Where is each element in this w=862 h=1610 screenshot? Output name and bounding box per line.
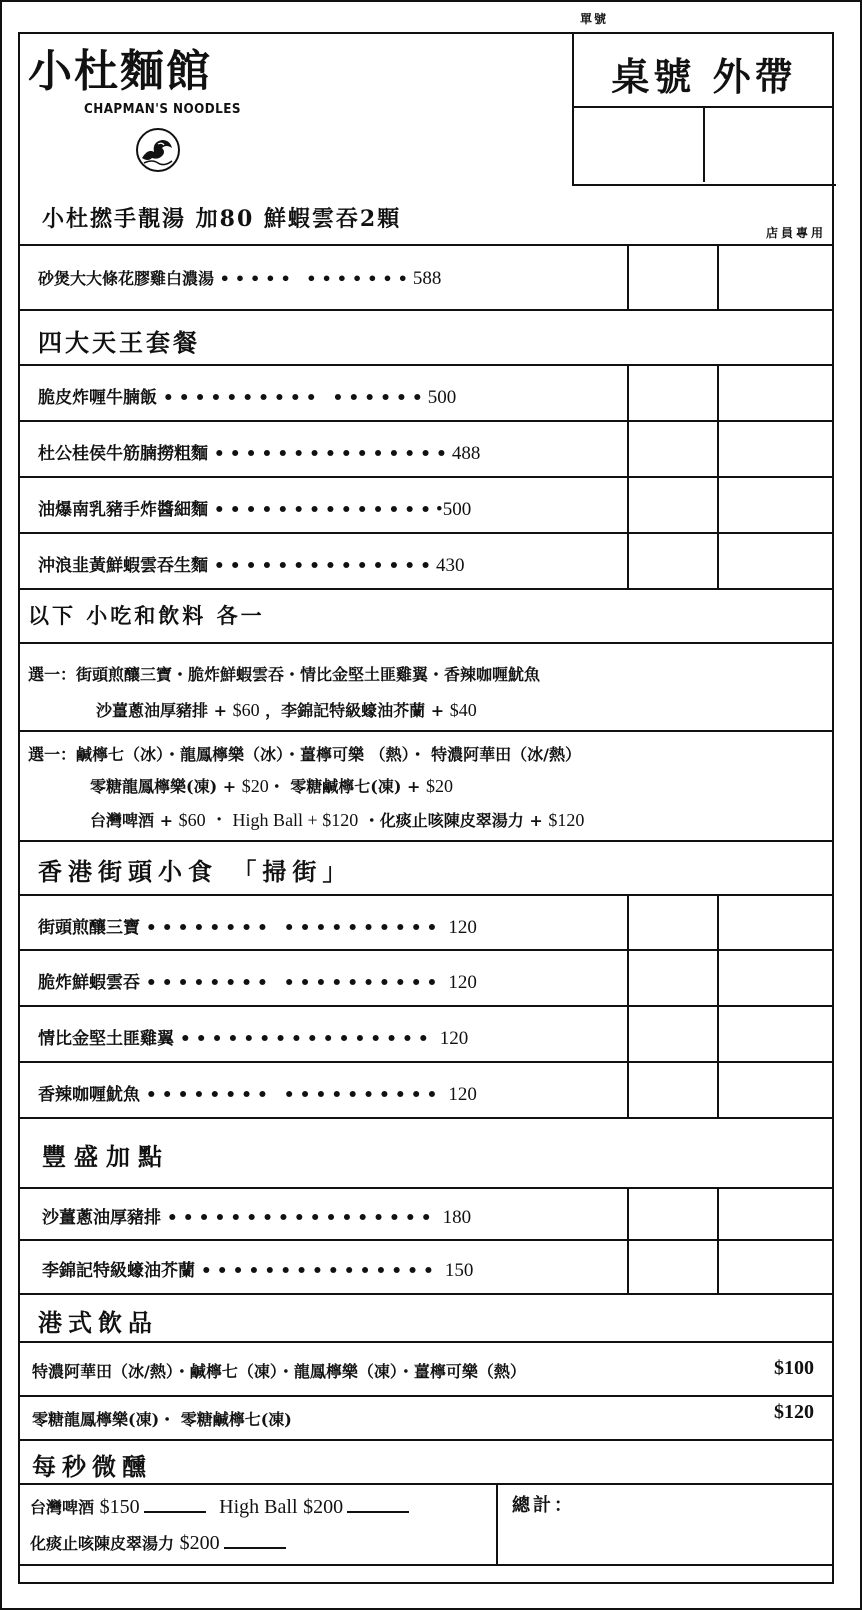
wave-logo-icon <box>136 128 180 172</box>
drink-row-price: $120 <box>774 1401 814 1423</box>
qty-field[interactable] <box>627 1063 721 1117</box>
alcohol-order-block <box>20 1483 832 1564</box>
drink-row <box>20 1395 832 1439</box>
addon-pork-chop-text: 沙薑蔥油厚豬排 + <box>96 701 233 720</box>
drink-choice-line-2 <box>90 774 453 797</box>
menu-item-row <box>20 1187 832 1239</box>
leader-dots: ••••••••••••••• <box>200 1261 439 1281</box>
addon-price: $60 <box>232 700 260 720</box>
menu-item-row <box>20 364 832 420</box>
item-price: •500 <box>436 499 472 520</box>
qty-field[interactable] <box>627 896 721 949</box>
upgrade-price: $20 <box>425 776 453 796</box>
qty-field[interactable] <box>627 422 721 476</box>
upgrade-price: $20 <box>241 776 269 796</box>
upgrade-text: 台灣啤酒 + <box>90 811 179 830</box>
upgrade-text: ・ 零糖鹹檸七(凍) + <box>268 777 426 796</box>
order-form <box>18 32 834 1584</box>
item-name: 李錦記特級蠔油芥蘭 <box>42 1261 195 1281</box>
item-name: 杜公桂侯牛筋腩撈粗麵 <box>38 444 208 464</box>
item-name: 砂煲大大條花膠雞白濃湯 <box>38 269 215 288</box>
staff-field[interactable] <box>717 422 834 476</box>
leader-dots: •••••••• •••••••••• <box>145 1085 443 1105</box>
item-price: 500 <box>427 387 457 408</box>
snack-drink-note: 以下 小吃和飲料 各一 <box>28 603 265 628</box>
section-header <box>20 309 832 364</box>
qty-field[interactable] <box>627 1241 721 1293</box>
staff-field[interactable] <box>717 1007 834 1061</box>
leader-dots: ••••• ••••••• <box>219 269 413 288</box>
item-name: 沙薑蔥油厚豬排 <box>42 1208 161 1228</box>
qty-field[interactable] <box>627 951 721 1005</box>
drink-row-name: 零糖龍鳳檸樂(凍)・ 零糖鹹檸七(凍) <box>32 1410 292 1429</box>
brand-title: 小杜麵館 <box>28 46 212 97</box>
table-number-field[interactable] <box>574 108 705 182</box>
qty-field[interactable] <box>627 1189 721 1239</box>
tonic-label: 化痰止咳陳皮翠湯力 <box>30 1534 175 1553</box>
menu-item-row <box>20 1061 832 1117</box>
total-label: 總計： <box>512 1495 575 1516</box>
leader-dots: ••••••••••••••••• <box>166 1208 437 1228</box>
order-number-label: 單號 <box>580 12 609 26</box>
total-field[interactable] <box>498 1485 832 1564</box>
item-name: 香辣咖喱魷魚 <box>38 1085 140 1105</box>
drink-row-name: 特濃阿華田（冰/熱）・鹹檸七（凍）・龍鳳檸樂（凍）・薑檸可樂（熱） <box>32 1362 526 1381</box>
section-header <box>20 588 832 642</box>
item-name: 油爆南乳豬手炸醬細麵 <box>38 500 208 520</box>
leader-dots: •••••••••••••• <box>213 500 437 520</box>
item-price: 120 <box>448 972 477 993</box>
leader-dots: •••••••••••••••• <box>179 1029 434 1049</box>
staff-field[interactable] <box>717 1189 834 1239</box>
item-price: 588 <box>412 268 442 289</box>
drink-row <box>20 1341 832 1395</box>
staff-only-label: 店員專用 <box>765 226 826 240</box>
upgrade-price: $120 <box>548 810 585 830</box>
section-header <box>20 1293 832 1341</box>
section-header <box>20 1439 832 1483</box>
beer-price: $150 <box>99 1496 140 1518</box>
menu-item-row <box>20 1005 832 1061</box>
item-name: 脆皮炸喱牛腩飯 <box>38 388 157 408</box>
item-price: 180 <box>442 1207 472 1228</box>
table-takeout-box <box>572 32 836 186</box>
qty-field[interactable] <box>627 246 721 309</box>
menu-item-row <box>20 894 832 949</box>
item-name: 沖浪韭黃鮮蝦雲吞生麵 <box>38 556 208 576</box>
item-price: 120 <box>439 1028 469 1049</box>
section-title-add-on: 豐盛加點 <box>42 1142 170 1171</box>
drink-choice-line-3 <box>90 806 584 832</box>
item-name: 情比金堅土匪雞翼 <box>38 1029 174 1049</box>
table-takeout-labels: 桌號 外帶 <box>611 54 797 99</box>
qty-field[interactable] <box>627 478 721 532</box>
drink-choice-line-1: 選一：鹹檸七（冰）・龍鳳檸樂（冰）・薑檸可樂 （熱）・ 特濃阿華田（冰/熱） <box>28 745 581 764</box>
item-price: 488 <box>451 443 481 464</box>
section-title-combo: 四大天王套餐 <box>38 328 200 357</box>
addon-gai-lan-text: ，李錦記特級蠔油芥蘭 + <box>259 701 450 720</box>
alcohol-items <box>20 1485 498 1564</box>
menu-item-row <box>20 476 832 532</box>
leader-dots: •••••••• •••••••••• <box>145 973 443 993</box>
tonic-qty-field[interactable] <box>224 1545 286 1549</box>
section-title-alcohol: 每秒微醺 <box>32 1452 152 1481</box>
item-price: 120 <box>448 1084 477 1105</box>
beer-label: 台灣啤酒 <box>30 1498 95 1517</box>
staff-field[interactable] <box>717 478 834 532</box>
brand-subtitle: CHAPMAN'S NOODLES <box>84 102 241 117</box>
section-title-street-food: 香港街頭小食 「掃街」 <box>38 857 353 886</box>
addon-price: $40 <box>449 700 477 720</box>
highball-label: High Ball <box>219 1496 298 1518</box>
item-price: 430 <box>436 555 465 576</box>
takeout-field[interactable] <box>705 108 834 182</box>
drink-choice-block <box>20 730 832 840</box>
menu-item-row <box>20 532 832 588</box>
upgrade-text: ・ High Ball + <box>205 810 323 830</box>
staff-field[interactable] <box>717 1241 834 1293</box>
leader-dots: •••••••••• •••••• <box>162 388 428 408</box>
staff-field[interactable] <box>717 534 834 588</box>
beer-qty-field[interactable] <box>144 1509 206 1513</box>
section-header <box>20 1117 832 1187</box>
upgrade-price: $120 <box>322 810 359 830</box>
staff-field[interactable] <box>717 246 834 309</box>
staff-field[interactable] <box>717 1063 834 1117</box>
item-price: 150 <box>444 1260 474 1281</box>
upgrade-text: ・化痰止咳陳皮翠湯力 + <box>358 811 549 830</box>
staff-field[interactable] <box>717 951 834 1005</box>
highball-price: $200 <box>303 1496 344 1518</box>
leader-dots: ••••••••••••••• <box>213 444 452 464</box>
upgrade-text: 零糖龍鳳檸樂(凍) + <box>90 777 242 796</box>
item-price: 120 <box>448 917 477 938</box>
tonic-price: $200 <box>179 1532 220 1554</box>
snack-choice-line-2 <box>96 698 477 721</box>
menu-item-row <box>20 244 832 309</box>
staff-field[interactable] <box>717 366 834 420</box>
promo-text: 小杜撚手靚湯 加80 鮮蝦雲吞2顆 <box>42 206 402 232</box>
item-name: 脆炸鮮蝦雲吞 <box>38 973 140 993</box>
qty-field[interactable] <box>627 534 721 588</box>
menu-item-row <box>20 949 832 1005</box>
menu-item-row <box>20 1239 832 1293</box>
snack-choice-line-1: 選一：街頭煎釀三寶・脆炸鮮蝦雲吞・情比金堅土匪雞翼・香辣咖喱魷魚 <box>28 665 541 684</box>
item-name: 街頭煎釀三寶 <box>38 918 140 938</box>
upgrade-price: $60 <box>178 810 206 830</box>
drink-row-price: $100 <box>774 1357 814 1379</box>
form-bottom-border <box>20 1564 832 1566</box>
qty-field[interactable] <box>627 1007 721 1061</box>
menu-item-row <box>20 420 832 476</box>
leader-dots: •••••••• •••••••••• <box>145 918 443 938</box>
section-header <box>20 840 832 894</box>
leader-dots: •••••••••••••• <box>213 556 437 576</box>
highball-qty-field[interactable] <box>347 1509 409 1513</box>
qty-field[interactable] <box>627 366 721 420</box>
staff-field[interactable] <box>717 896 834 949</box>
section-title-hk-drinks: 港式飲品 <box>38 1308 158 1337</box>
snack-choice-block <box>20 642 832 730</box>
